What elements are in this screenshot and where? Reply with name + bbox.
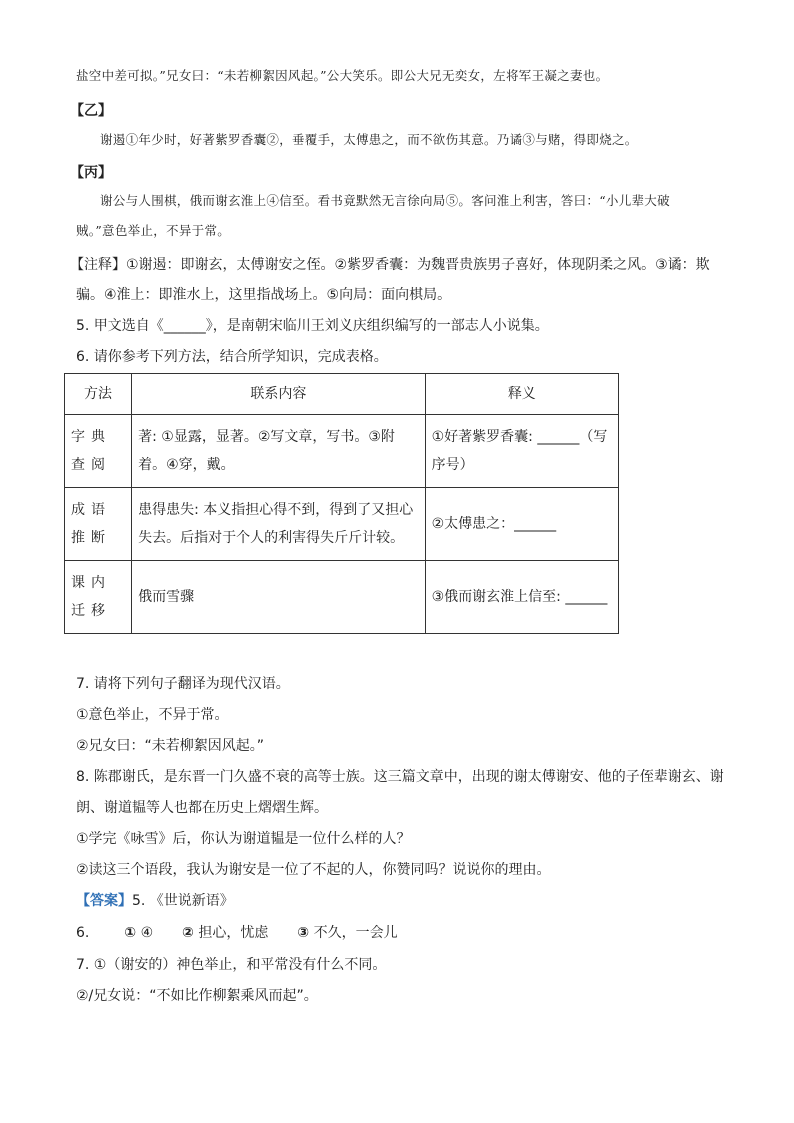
table-cell-meaning: ①好著紫罗香囊: ______（写序号） bbox=[425, 415, 618, 488]
notes-line-1: 【注释】①谢遏：即谢玄，太傅谢安之侄。②紫罗香囊：为魏晋贵族男子喜好，体现阴柔之风。③谲：欺 bbox=[70, 257, 710, 273]
answer-6-value-2: 担心，忧虑 bbox=[198, 925, 269, 941]
table-cell-method: 课内迁移 bbox=[65, 561, 132, 634]
answer-6-mark-3: ③ bbox=[297, 925, 310, 941]
question-8-item-1: ①学完《咏雪》后，你认为谢道韫是一位什么样的人？ bbox=[76, 831, 411, 847]
section-yi-label: 【乙】 bbox=[70, 103, 112, 119]
method-table bbox=[64, 373, 619, 634]
answer-6-mark-1: ① bbox=[124, 925, 137, 941]
question-8-line-2: 朗、谢道韫等人也都在历史上熠熠生辉。 bbox=[76, 800, 328, 816]
table-header-cell: 释义 bbox=[425, 374, 618, 415]
answer-6-mark-2: ② bbox=[182, 925, 194, 941]
answer-5-text: 5. 《世说新语》 bbox=[132, 893, 234, 909]
table-header-cell: 联系内容 bbox=[132, 374, 426, 415]
table-cell-content: 著: ①显露，显著。②写文章，写书。③附着。④穿，戴。 bbox=[132, 415, 426, 488]
question-7-item-2: ②兄女曰：“未若柳絮因风起。” bbox=[76, 738, 265, 754]
question-6: 6. 请你参考下列方法，结合所学知识，完成表格。 bbox=[76, 349, 388, 365]
table-cell-content: 患得患失: 本义指担心得不到，得到了又担心失去。后指对于个人的利害得失斤斤计较。 bbox=[132, 488, 426, 561]
section-bing-text-1: 谢公与人围棋，俄而谢玄淮上④信至。看书竟默然无言徐向局⑤。客问淮上利害，答曰：“小儿辈大破 bbox=[100, 193, 670, 208]
table-header-cell: 方法 bbox=[65, 374, 132, 415]
answer-tag: 【答案】 bbox=[76, 893, 132, 909]
table-cell-meaning: ③俄而谢玄淮上信至: ______ bbox=[425, 561, 618, 634]
question-7: 7. 请将下列句子翻译为现代汉语。 bbox=[76, 676, 290, 692]
question-8-item-2: ②读这三个语段，我认为谢安是一位了不起的人，你赞同吗？说说你的理由。 bbox=[76, 862, 551, 878]
section-bing-label: 【丙】 bbox=[70, 165, 112, 181]
answer-5 bbox=[76, 891, 234, 911]
section-bing-text-2: 贼。”意色举止，不异于常。 bbox=[76, 223, 231, 238]
table-cell-meaning: ②太傅患之：______ bbox=[425, 488, 618, 561]
table-row bbox=[65, 415, 619, 488]
table-row bbox=[65, 561, 619, 634]
table-row bbox=[65, 488, 619, 561]
table-cell-method: 成语推断 bbox=[65, 488, 132, 561]
table-header-row bbox=[65, 374, 619, 415]
answer-6-number: 6. bbox=[76, 925, 90, 941]
answer-6-value-1: ④ bbox=[140, 925, 154, 941]
answer-6-value-3: 不久，一会儿 bbox=[313, 925, 398, 941]
answer-7-item-1: 7. ①（谢安的）神色举止，和平常没有什么不同。 bbox=[76, 957, 387, 973]
answer-7-item-2: ②/兄女说：“不如比作柳絮乘风而起”。 bbox=[76, 988, 318, 1004]
table-cell-content: 俄而雪骤 bbox=[132, 561, 426, 634]
question-7-item-1: ①意色举止，不异于常。 bbox=[76, 707, 229, 723]
question-5: 5. 甲文选自《______》，是南朝宋临川王刘义庆组织编写的一部志人小说集。 bbox=[76, 318, 549, 334]
table-cell-method: 字典查阅 bbox=[65, 415, 132, 488]
passage-jia-end: 盐空中差可拟。”兄女曰：“未若柳絮因风起。”公大笑乐。即公大兄无奕女，左将军王凝之妻也。 bbox=[76, 68, 609, 83]
section-yi-text: 谢遏①年少时，好著紫罗香囊②，垂覆手，太傅患之，而不欲伤其意。乃谲③与赌，得即烧之。 bbox=[100, 132, 638, 147]
answer-6 bbox=[76, 923, 398, 943]
notes-line-2: 骗。④淮上：即淮水上，这里指战场上。⑤向局：面向棋局。 bbox=[76, 287, 452, 303]
question-8-line-1: 8. 陈郡谢氏，是东晋一门久盛不衰的高等士族。这三篇文章中，出现的谢太傅谢安、他的子侄辈谢玄、谢 bbox=[76, 769, 724, 785]
